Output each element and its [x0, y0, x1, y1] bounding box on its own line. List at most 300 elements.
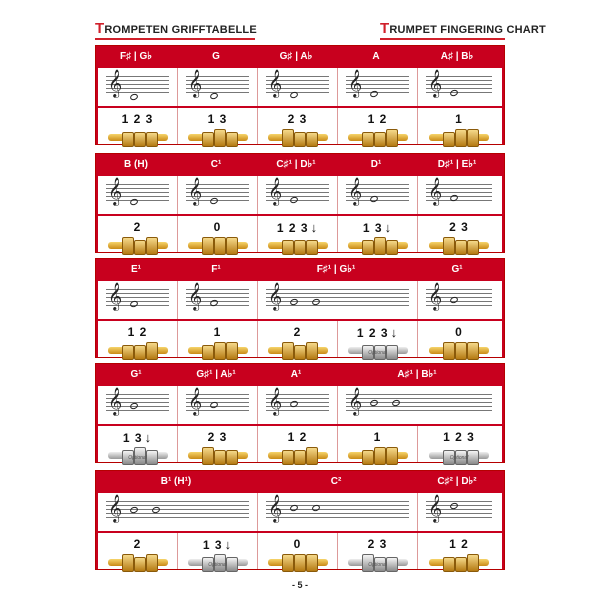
staff-line	[346, 398, 492, 399]
treble-clef-icon: 𝄞	[348, 387, 363, 415]
valve-piston	[214, 237, 226, 255]
staff-line	[106, 505, 249, 506]
treble-clef-icon: 𝄞	[348, 177, 363, 205]
valve-piston	[386, 447, 398, 465]
music-staff	[266, 494, 409, 522]
fingering-cell	[418, 426, 500, 462]
treble-clef-icon: 𝄞	[188, 387, 203, 415]
valve-piston	[386, 129, 398, 147]
valve-piston	[294, 450, 306, 465]
valve-piston	[282, 554, 294, 572]
valve-numbers	[98, 112, 177, 126]
valve-piston	[455, 240, 467, 255]
valve-numbers	[98, 220, 177, 234]
valve-piston	[294, 132, 306, 147]
treble-clef-icon: 𝄞	[268, 177, 283, 205]
music-staff	[346, 177, 409, 205]
fingering-cell	[178, 533, 258, 569]
arrow-down-icon: ↓	[384, 220, 393, 235]
title-german-text: ROMPETEN GRIFFTABELLE	[104, 24, 257, 36]
treble-clef-icon: 𝄞	[108, 177, 123, 205]
note-head-icon	[129, 198, 139, 206]
note-name-label: G¹	[451, 264, 463, 275]
valve-piston	[122, 132, 134, 147]
fingering-cell	[178, 108, 258, 144]
treble-clef-icon: 𝄞	[348, 69, 363, 97]
valve-numbers-text: 2 3	[449, 220, 469, 234]
valve-piston	[362, 132, 374, 147]
treble-clef-icon: 𝄞	[188, 69, 203, 97]
note-head-icon	[129, 402, 139, 410]
valve-piston	[467, 554, 479, 572]
note-name-label: A	[372, 51, 380, 62]
staff-cell	[98, 176, 178, 214]
note-name-label: G♯ | A♭	[279, 51, 313, 62]
music-staff	[186, 387, 249, 415]
optional-label: Optional	[368, 350, 387, 356]
note-name-label: G♯¹ | A♭¹	[196, 369, 236, 380]
valve-numbers	[338, 430, 417, 444]
music-staff	[106, 282, 169, 310]
valve-numbers	[338, 537, 417, 551]
music-staff	[266, 69, 329, 97]
music-staff	[266, 387, 329, 415]
valve-piston	[443, 557, 455, 572]
valve-piston	[306, 447, 318, 465]
valve-piston	[134, 557, 146, 572]
treble-clef-icon: 𝄞	[428, 69, 443, 97]
valve-piston	[467, 240, 479, 255]
fingering-row	[98, 426, 502, 462]
treble-clef-icon: 𝄞	[268, 494, 283, 522]
trumpet-valves-icon	[268, 129, 328, 145]
music-staff	[106, 177, 169, 205]
fingering-cell	[338, 321, 418, 357]
staff-row	[98, 493, 502, 531]
music-staff	[266, 177, 329, 205]
staff-line	[346, 402, 492, 403]
valve-piston	[374, 447, 386, 465]
note-head-icon	[129, 300, 139, 308]
treble-clef-icon: 𝄞	[268, 387, 283, 415]
fingering-row	[98, 216, 502, 252]
valve-piston	[202, 345, 214, 360]
valve-numbers	[258, 537, 337, 551]
trumpet-valves-icon	[108, 554, 168, 570]
staff-cell	[338, 176, 418, 214]
staff-cell	[258, 176, 338, 214]
valve-numbers-text: 1 2 3	[121, 112, 154, 126]
fingering-cell	[178, 321, 258, 357]
fingering-block	[95, 45, 505, 145]
staff-line	[106, 509, 249, 510]
valve-numbers-text: 1 2 3	[443, 430, 475, 444]
valve-numbers-text: 1 2	[127, 325, 148, 339]
note-name-label: C♯² | D♭²	[437, 476, 477, 487]
valve-numbers	[338, 220, 417, 235]
note-head-icon	[369, 90, 379, 98]
valve-piston	[467, 342, 479, 360]
fingering-row	[98, 321, 502, 357]
valve-piston	[386, 240, 398, 255]
fingering-cell	[258, 108, 338, 144]
valve-numbers	[258, 220, 337, 235]
trumpet-valves-icon	[188, 129, 248, 145]
staff-cell	[178, 176, 258, 214]
note-name-label: F♯¹ | G♭¹	[316, 264, 356, 275]
note-name-label: G¹	[130, 369, 142, 380]
staff-cell	[338, 68, 418, 106]
valve-numbers-text: 1	[213, 325, 222, 339]
valve-piston	[146, 237, 158, 255]
note-name-label: F¹	[211, 264, 221, 275]
note-head-icon	[129, 93, 139, 101]
trumpet-valves-icon	[188, 342, 248, 358]
fingering-cell	[418, 533, 500, 569]
note-header-row	[96, 364, 504, 386]
note-head-icon	[289, 196, 299, 204]
trumpet-valves-icon	[348, 129, 408, 145]
staff-line	[266, 293, 409, 294]
fingering-cell	[98, 108, 178, 144]
valve-piston	[374, 132, 386, 147]
trumpet-valves-icon	[348, 447, 408, 463]
optional-label: Optional	[208, 562, 227, 568]
valve-piston	[306, 132, 318, 147]
valve-numbers	[418, 430, 500, 444]
valve-numbers-text: 1	[455, 112, 463, 126]
valve-numbers	[178, 112, 257, 126]
valve-numbers	[178, 325, 257, 339]
valve-numbers	[98, 325, 177, 339]
music-staff	[426, 494, 492, 522]
music-staff	[346, 69, 409, 97]
staff-line	[266, 289, 409, 290]
music-staff	[186, 69, 249, 97]
valve-piston	[362, 450, 374, 465]
treble-clef-icon: 𝄞	[188, 177, 203, 205]
valve-numbers-text: 1 2	[449, 537, 469, 551]
valve-piston	[294, 554, 306, 572]
title-german-underline	[95, 38, 255, 40]
valve-piston	[146, 342, 158, 360]
staff-cell	[258, 68, 338, 106]
staff-row	[98, 176, 502, 214]
valve-numbers	[418, 220, 500, 234]
valve-piston	[282, 240, 294, 255]
music-staff	[106, 69, 169, 97]
valve-numbers-text: 2 3	[207, 430, 228, 444]
trumpet-valves-icon	[108, 237, 168, 253]
title-english-text: RUMPET FINGERING CHART	[389, 24, 546, 36]
valve-piston	[306, 554, 318, 572]
title-english-underline	[380, 38, 505, 40]
music-staff	[106, 494, 249, 522]
fingering-cell	[178, 426, 258, 462]
note-head-icon	[369, 195, 379, 203]
treble-clef-icon: 𝄞	[108, 387, 123, 415]
valve-piston	[455, 129, 467, 147]
fingering-block	[95, 363, 505, 463]
note-head-icon	[209, 401, 219, 409]
valve-piston	[214, 342, 226, 360]
fingering-block	[95, 258, 505, 358]
fingering-cell	[338, 216, 418, 252]
trumpet-valves-icon	[268, 237, 328, 253]
fingering-cell	[258, 216, 338, 252]
valve-piston	[122, 237, 134, 255]
note-head-icon	[311, 504, 321, 512]
page-number: - 5 -	[291, 580, 308, 590]
optional-label: Optional	[368, 562, 387, 568]
staff-cell	[258, 281, 418, 319]
staff-line	[266, 305, 409, 306]
valve-numbers	[258, 112, 337, 126]
staff-line	[266, 513, 409, 514]
arrow-down-icon: ↓	[144, 430, 153, 445]
staff-cell	[98, 68, 178, 106]
valve-numbers	[258, 325, 337, 339]
arrow-down-icon: ↓	[390, 325, 399, 340]
fingering-block	[95, 470, 505, 570]
music-staff	[426, 69, 492, 97]
valve-numbers-text: 1 3	[207, 112, 228, 126]
valve-numbers	[338, 112, 417, 126]
trumpet-valves-icon	[268, 342, 328, 358]
fingering-cell	[98, 533, 178, 569]
valve-piston	[226, 450, 238, 465]
valve-numbers-text: 0	[213, 220, 222, 234]
staff-line	[266, 509, 409, 510]
treble-clef-icon: 𝄞	[268, 282, 283, 310]
music-staff	[186, 282, 249, 310]
valve-piston	[306, 240, 318, 255]
title-english	[380, 20, 546, 37]
treble-clef-icon: 𝄞	[108, 69, 123, 97]
valve-numbers	[178, 430, 257, 444]
title-german	[95, 20, 257, 37]
fingering-row	[98, 533, 502, 569]
staff-cell	[98, 493, 258, 531]
valve-piston	[467, 129, 479, 147]
valve-piston	[443, 342, 455, 360]
staff-row	[98, 386, 502, 424]
note-head-icon	[209, 92, 219, 100]
trumpet-valves-icon	[429, 554, 489, 570]
valve-piston	[226, 132, 238, 147]
music-staff	[266, 282, 409, 310]
valve-piston	[134, 132, 146, 147]
staff-line	[106, 513, 249, 514]
music-staff	[426, 177, 492, 205]
valve-numbers-text: 1 2 3	[356, 326, 389, 340]
note-name-label: F♯ | G♭	[120, 51, 152, 62]
staff-cell	[98, 281, 178, 319]
valve-piston	[306, 342, 318, 360]
note-name-label: A♯¹ | B♭¹	[397, 369, 437, 380]
note-header-row	[96, 46, 504, 68]
treble-clef-icon: 𝄞	[428, 282, 443, 310]
valve-piston	[282, 129, 294, 147]
music-staff	[346, 387, 492, 415]
valve-numbers	[98, 430, 177, 445]
valve-numbers-text: 1 2	[287, 430, 308, 444]
music-staff	[426, 282, 492, 310]
fingering-cell	[258, 533, 338, 569]
note-head-icon	[289, 504, 299, 512]
note-name-label: E¹	[131, 264, 141, 275]
valve-numbers-text: 2 3	[367, 537, 388, 551]
trumpet-valves-icon	[429, 129, 489, 145]
valve-piston	[282, 342, 294, 360]
staff-cell	[338, 386, 500, 424]
title-german-initial: T	[95, 20, 105, 37]
valve-numbers-text: 1 3	[362, 221, 383, 235]
valve-piston	[374, 237, 386, 255]
note-header-row	[96, 471, 504, 493]
trumpet-valves-icon	[188, 237, 248, 253]
staff-line	[346, 410, 492, 411]
valve-numbers	[98, 537, 177, 551]
valve-numbers	[178, 220, 257, 234]
staff-line	[266, 297, 409, 298]
note-header-row	[96, 154, 504, 176]
valve-piston	[202, 132, 214, 147]
valve-piston	[146, 132, 158, 147]
fingering-block	[95, 153, 505, 253]
treble-clef-icon: 𝄞	[108, 494, 123, 522]
optional-label: Optional	[128, 455, 147, 461]
trumpet-valves-icon	[108, 129, 168, 145]
staff-cell	[98, 386, 178, 424]
valve-numbers	[338, 325, 417, 340]
fingering-cell	[98, 321, 178, 357]
staff-cell	[258, 493, 418, 531]
valve-piston	[455, 557, 467, 572]
valve-numbers-text: 2	[133, 220, 142, 234]
title-english-initial: T	[380, 20, 390, 37]
staff-cell	[178, 281, 258, 319]
fingering-cell	[338, 426, 418, 462]
note-name-label: B¹ (H¹)	[160, 476, 192, 487]
valve-piston	[294, 345, 306, 360]
staff-cell	[178, 386, 258, 424]
staff-cell	[178, 68, 258, 106]
staff-line	[106, 501, 249, 502]
valve-numbers	[418, 325, 500, 339]
fingering-cell	[178, 216, 258, 252]
valve-piston	[443, 132, 455, 147]
trumpet-valves-icon	[348, 237, 408, 253]
staff-line	[106, 517, 249, 518]
trumpet-valves-icon	[268, 447, 328, 463]
optional-label: Optional	[449, 455, 469, 461]
valve-piston	[226, 237, 238, 255]
staff-line	[346, 394, 492, 395]
valve-numbers-text: 1	[373, 430, 382, 444]
valve-numbers-text: 2	[133, 537, 142, 551]
staff-line	[266, 517, 409, 518]
valve-numbers-text: 1 3	[202, 538, 223, 552]
staff-cell	[418, 281, 500, 319]
fingering-cell	[418, 321, 500, 357]
valve-piston	[122, 554, 134, 572]
valve-numbers-text: 1 3	[122, 431, 143, 445]
trumpet-valves-icon	[429, 237, 489, 253]
trumpet-valves-icon	[429, 342, 489, 358]
staff-line	[266, 301, 409, 302]
fingering-cell	[258, 321, 338, 357]
fingering-cell	[338, 533, 418, 569]
fingering-row	[98, 108, 502, 144]
valve-numbers-text: 2 3	[287, 112, 308, 126]
staff-line	[266, 505, 409, 506]
fingering-cell	[338, 108, 418, 144]
note-name-label: A♯ | B♭	[440, 51, 474, 62]
valve-numbers	[418, 537, 500, 551]
valve-numbers	[258, 430, 337, 444]
valve-piston	[122, 345, 134, 360]
staff-row	[98, 281, 502, 319]
note-name-label: B (H)	[124, 159, 148, 170]
note-header-row	[96, 259, 504, 281]
valve-piston	[282, 450, 294, 465]
treble-clef-icon: 𝄞	[188, 282, 203, 310]
valve-piston	[134, 240, 146, 255]
valve-numbers-text: 1 2	[367, 112, 388, 126]
valve-numbers-text: 0	[293, 537, 302, 551]
valve-piston	[146, 554, 158, 572]
music-staff	[186, 177, 249, 205]
staff-row	[98, 68, 502, 106]
note-name-label: C¹	[210, 159, 222, 170]
staff-line	[346, 406, 492, 407]
valve-piston	[294, 240, 306, 255]
note-name-label: C²	[330, 476, 342, 487]
note-head-icon	[449, 296, 459, 304]
staff-line	[266, 501, 409, 502]
note-head-icon	[209, 197, 219, 205]
note-name-label: A¹	[290, 369, 302, 380]
valve-piston	[202, 447, 214, 465]
treble-clef-icon: 𝄞	[428, 494, 443, 522]
valve-numbers	[418, 112, 500, 126]
valve-piston	[362, 240, 374, 255]
fingering-cell	[98, 426, 178, 462]
valve-numbers-text: 2	[293, 325, 302, 339]
fingering-cell	[258, 426, 338, 462]
note-head-icon	[289, 91, 299, 99]
note-name-label: G	[212, 51, 220, 62]
arrow-down-icon: ↓	[310, 220, 319, 235]
valve-piston	[443, 237, 455, 255]
valve-piston	[455, 342, 467, 360]
music-staff	[106, 387, 169, 415]
note-name-label: C♯¹ | D♭¹	[276, 159, 316, 170]
fingering-cell	[98, 216, 178, 252]
valve-piston	[134, 345, 146, 360]
valve-piston	[214, 129, 226, 147]
trumpet-valves-icon	[188, 447, 248, 463]
note-name-label: D¹	[370, 159, 382, 170]
valve-numbers	[178, 537, 257, 552]
staff-cell	[258, 386, 338, 424]
treble-clef-icon: 𝄞	[108, 282, 123, 310]
fingering-cell	[418, 108, 500, 144]
staff-cell	[418, 493, 500, 531]
fingering-cell	[418, 216, 500, 252]
note-name-label: D♯¹ | E♭¹	[437, 159, 477, 170]
